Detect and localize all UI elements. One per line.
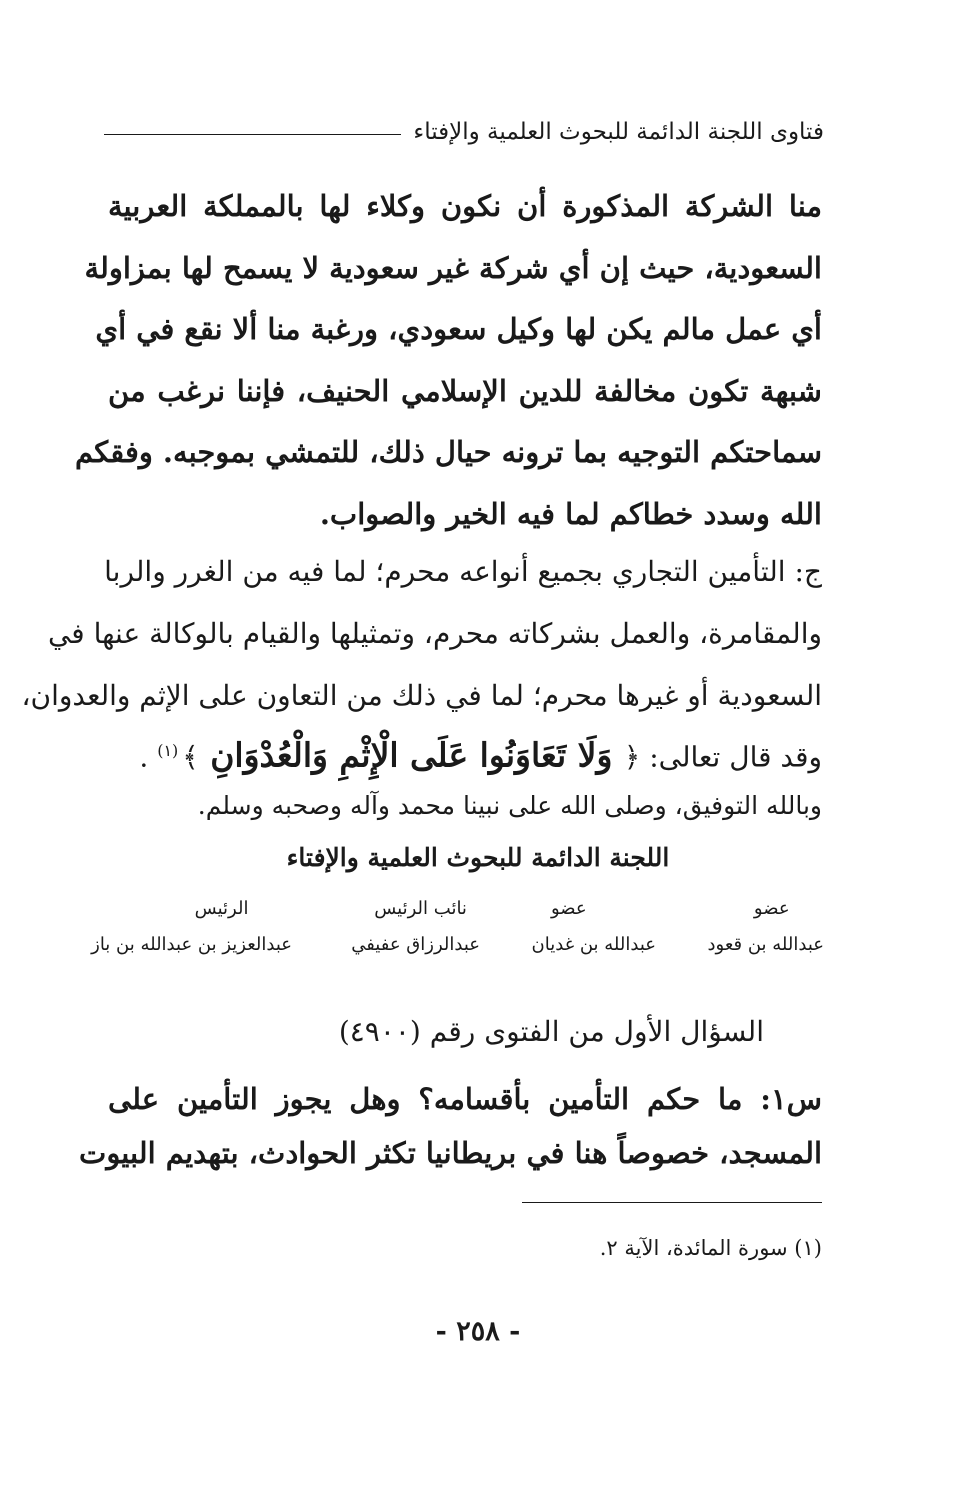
footnote-rule bbox=[522, 1202, 822, 1203]
signatory-role: عضو bbox=[550, 898, 587, 919]
answer-line: والمقامرة، والعمل بشركاته محرم، وتمثيلها والقيام بالوكالة عنها في bbox=[47, 617, 822, 650]
signatory bbox=[91, 893, 292, 961]
question-line: س١: ما حكم التأمين بأقسامه؟ وهل يجوز التأمين على bbox=[108, 1082, 822, 1116]
quran-verse: وَلَا تَعَاوَنُوا عَلَى الْإِثْمِ وَالْعُدْوَانِ bbox=[198, 735, 624, 775]
body-line: السعودية، حيث إن أي شركة غير سعودية لا يسمح لها بمزاولة bbox=[84, 250, 822, 285]
running-header bbox=[104, 112, 824, 152]
signatory bbox=[351, 893, 480, 961]
body-line: منا الشركة المذكورة أن نكون وكلاء لها بالمملكة العربية bbox=[108, 189, 822, 223]
footnote-reference: (١) bbox=[157, 741, 179, 760]
signatory-name: عبدالله بن غديان bbox=[531, 934, 656, 955]
signatory-name: عبدالرزاق عفيفي bbox=[351, 934, 480, 955]
question-paragraph bbox=[79, 1072, 822, 1180]
signatory-role: الرئيس bbox=[194, 898, 249, 919]
body-line: الله وسدد خطاكم لما فيه الخير والصواب. bbox=[319, 496, 822, 531]
verse-open-bracket: ﴿ bbox=[623, 740, 641, 774]
answer-line: السعودية أو غيرها محرم؛ لما في ذلك من التعاون على الإثم والعدوان، bbox=[21, 679, 822, 712]
footnote: (١) سورة المائدة، الآية ٢. bbox=[599, 1236, 822, 1260]
header-rule bbox=[104, 134, 401, 135]
body-line: سماحتكم التوجيه بما ترونه حيال ذلك، للتمشي بموجبه. وفقكم bbox=[74, 435, 822, 470]
signatory-name: عبدالعزيز بن عبدالله بن باز bbox=[91, 934, 292, 955]
verse-intro: وقد قال تعالى: bbox=[640, 740, 822, 774]
question-line: المسجد، خصوصاً هنا في بريطانيا تكثر الحوادث، بتهديم البيوت bbox=[79, 1136, 822, 1170]
running-header-title: فتاوى اللجنة الدائمة للبحوث العلمية والإفتاء bbox=[413, 119, 824, 145]
body-line: شبهة تكون مخالفة للدين الإسلامي الحنيف، فإننا نرغب من bbox=[108, 373, 822, 408]
page-number: - ٢٥٨ - bbox=[435, 1316, 521, 1347]
answer-paragraph bbox=[21, 541, 822, 727]
signatory bbox=[532, 893, 656, 961]
closing-line: وبالله التوفيق، وصلى الله على نبينا محمد وآله وصحبه وسلم. bbox=[197, 791, 822, 820]
signatory bbox=[708, 893, 824, 961]
signatory-role: نائب الرئيس bbox=[374, 898, 467, 919]
verse-close-bracket: ﴾ bbox=[182, 740, 199, 774]
question-heading: السؤال الأول من الفتوى رقم (٤٩٠٠) bbox=[338, 1015, 764, 1048]
question-continuation bbox=[74, 176, 822, 546]
verse-line bbox=[108, 718, 822, 784]
verse-end: . bbox=[139, 740, 158, 774]
signatures bbox=[91, 893, 824, 973]
committee-title: اللجنة الدائمة للبحوث العلمية والإفتاء bbox=[286, 843, 670, 872]
answer-line: ج: التأمين التجاري بجميع أنواعه محرم؛ لما فيه من الغرر والربا bbox=[104, 555, 822, 588]
signatory-name: عبدالله بن قعود bbox=[707, 934, 824, 955]
body-line: أي عمل مالم يكن لها وكيل سعودي، ورغبة منا ألا نقع في أي bbox=[95, 312, 822, 347]
signatory-role: عضو bbox=[753, 898, 790, 919]
